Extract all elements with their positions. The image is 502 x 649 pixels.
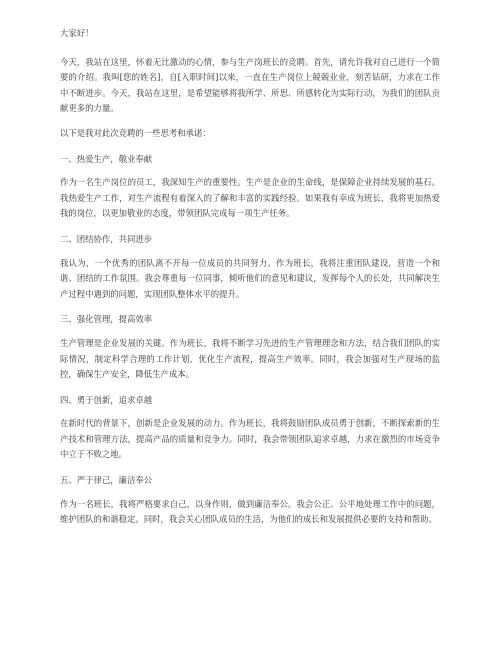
section-body: 作为一名班长，我将严格要求自己，以身作则，做到廉洁奉公。我会公正、公平地处理工作中的问题，维护团队的和谐稳定。同时，我会关心团队成员的生活，为他们的成长和发展提供必要的支持和帮助。 — [60, 498, 440, 525]
section-heading: 四、勇于创新，追求卓越 — [60, 394, 153, 405]
section-body: 我认为，一个优秀的团队离不开每一位成员的共同努力。作为班长，我将注重团队建设，营造一个和谐、团结的工作氛围。我会尊重每一位同事，倾听他们的意见和建议，发挥每个人的长处，共同解决生产过程中遇到的问题，实现团队整体水平的提升。 — [60, 257, 440, 299]
document-body — [60, 26, 440, 538]
greeting: 大家好！ — [60, 28, 94, 38]
lead-sentence: 以下是我对此次竞聘的一些思考和承诺： — [60, 127, 211, 138]
section-heading: 三、强化管理，提高效率 — [60, 314, 153, 325]
section-body: 生产管理是企业发展的关键。作为班长，我将不断学习先进的生产管理理念和方法，结合我们团队的实际情况，制定科学合理的工作计划，优化生产流程，提高生产效率。同时，我会加强对生产现场的监控，确保生产安全，降低生产成本。 — [60, 337, 440, 380]
section-heading: 一、热爱生产，敬业奉献 — [60, 153, 153, 164]
section-body: 在新时代的背景下，创新是企业发展的动力。作为班长，我将鼓励团队成员勇于创新，不断探索新的生产技术和管理方法，提高产品的质量和竞争力。同时，我会带领团队追求卓越，力求在激烈的市场竞争中立于不败之地。 — [60, 418, 440, 460]
section-heading: 二、团结协作，共同进步 — [60, 233, 153, 244]
intro-paragraph: 今天，我站在这里，怀着无比激动的心情，参与生产岗班长的竞聘。首先，请允许我对自己进行一个简要的介绍。我叫[您的姓名]，自[入职时间]以来，一直在生产岗位上兢兢业业，刻苦钻研，力求在工作中不断进步。今天，我站在这里，是希望能够将我所学、所思、所感转化为实际行动，为我们的团队贡献更多的力量。 — [60, 56, 440, 114]
section-body: 作为一名生产岗位的员工，我深知生产的重要性。生产是企业的生命线，是保障企业持续发展的基石。我热爱生产工作，对生产流程有着深入的了解和丰富的实践经验。如果我有幸成为班长，我将更加热爱我的岗位，以更加敬业的态度，带领团队完成每一项生产任务。 — [60, 177, 440, 219]
section-heading: 五、严于律己，廉洁奉公 — [60, 475, 153, 486]
